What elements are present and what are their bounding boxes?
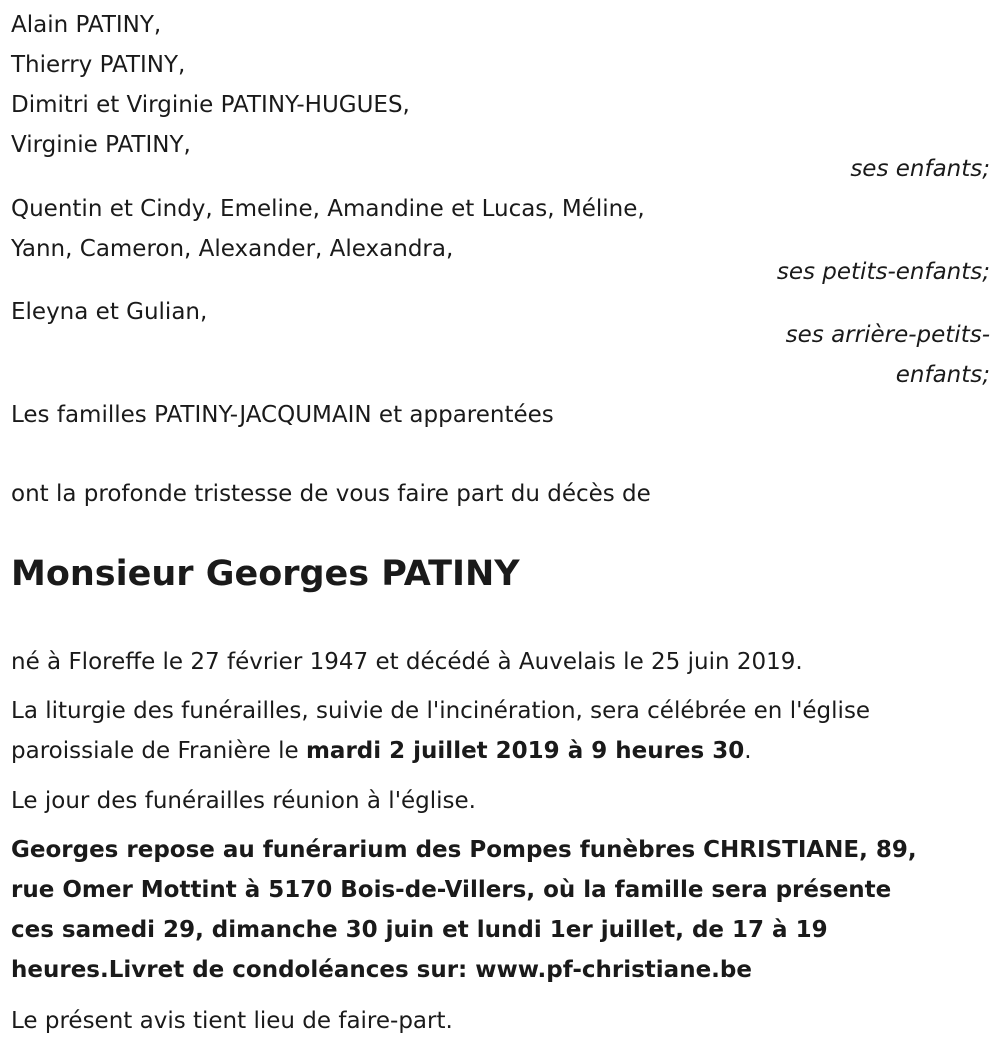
closing-text: Le présent avis tient lieu de faire-part. [11,1008,453,1034]
funerarium-section [11,830,990,990]
grandchildren-role-label: ses petits-enfants; [776,259,990,285]
grandchild-names: Quentin et Cindy, Emeline, Amandine et Lucas, Méline, [11,196,645,222]
liturgy-section [11,691,990,771]
great-grandchild-names: Eleyna et Gulian, [11,299,208,325]
reunion-text: Le jour des funérailles réunion à l'église. [11,788,476,814]
reunion-section [11,781,990,821]
child-name: Dimitri et Virginie PATINY-HUGUES, [11,92,410,118]
funerarium-line: Georges repose au funérarium des Pompes funèbres CHRISTIANE, 89, [11,837,917,863]
grandchildren-role [11,252,990,292]
funerarium-line: ces samedi 29, dimanche 30 juin et lundi 1er juillet, de 17 à 19 [11,917,828,943]
liturgy-suffix: . [744,738,752,764]
funerarium-line: rue Omer Mottint à 5170 Bois-de-Villers, où la famille sera présente [11,877,892,903]
children-section [11,5,990,165]
birth-death-text: né à Floreffe le 27 février 1947 et décédé à Auvelais le 25 juin 2019. [11,649,803,675]
families-text: Les familles PATINY-JACQUMAIN et apparentées [11,402,554,428]
liturgy-date: mardi 2 juillet 2019 à 9 heures 30 [305,738,745,764]
deceased-section [11,552,990,596]
great-grandchildren-role [11,315,990,395]
child-name: Alain PATINY, [11,12,162,38]
closing-section [11,1001,990,1041]
funerarium-line: heures.Livret de condoléances sur: www.pf-christiane.be [11,957,752,983]
birth-death-section [11,642,990,682]
liturgy-line-1: La liturgie des funérailles, suivie de l'incinération, sera célébrée en l'église [11,698,871,724]
grandchild-names: Yann, Cameron, Alexander, Alexandra, [11,236,454,262]
announcement-section [11,474,990,514]
liturgy-prefix: paroissiale de Franière le [11,738,306,764]
announcement-text: ont la profonde tristesse de vous faire part du décès de [11,481,651,507]
great-grandchildren-role-label: ses arrière-petits- [785,322,990,348]
liturgy-line-2 [11,731,990,771]
deceased-name: Monsieur Georges PATINY [11,554,520,594]
child-name: Thierry PATINY, [11,52,186,78]
great-grandchildren-role-label: enfants; [895,362,990,388]
child-name: Virginie PATINY, [11,132,191,158]
children-role-label: ses enfants; [850,156,990,182]
children-role [11,149,990,189]
families-section [11,395,990,435]
